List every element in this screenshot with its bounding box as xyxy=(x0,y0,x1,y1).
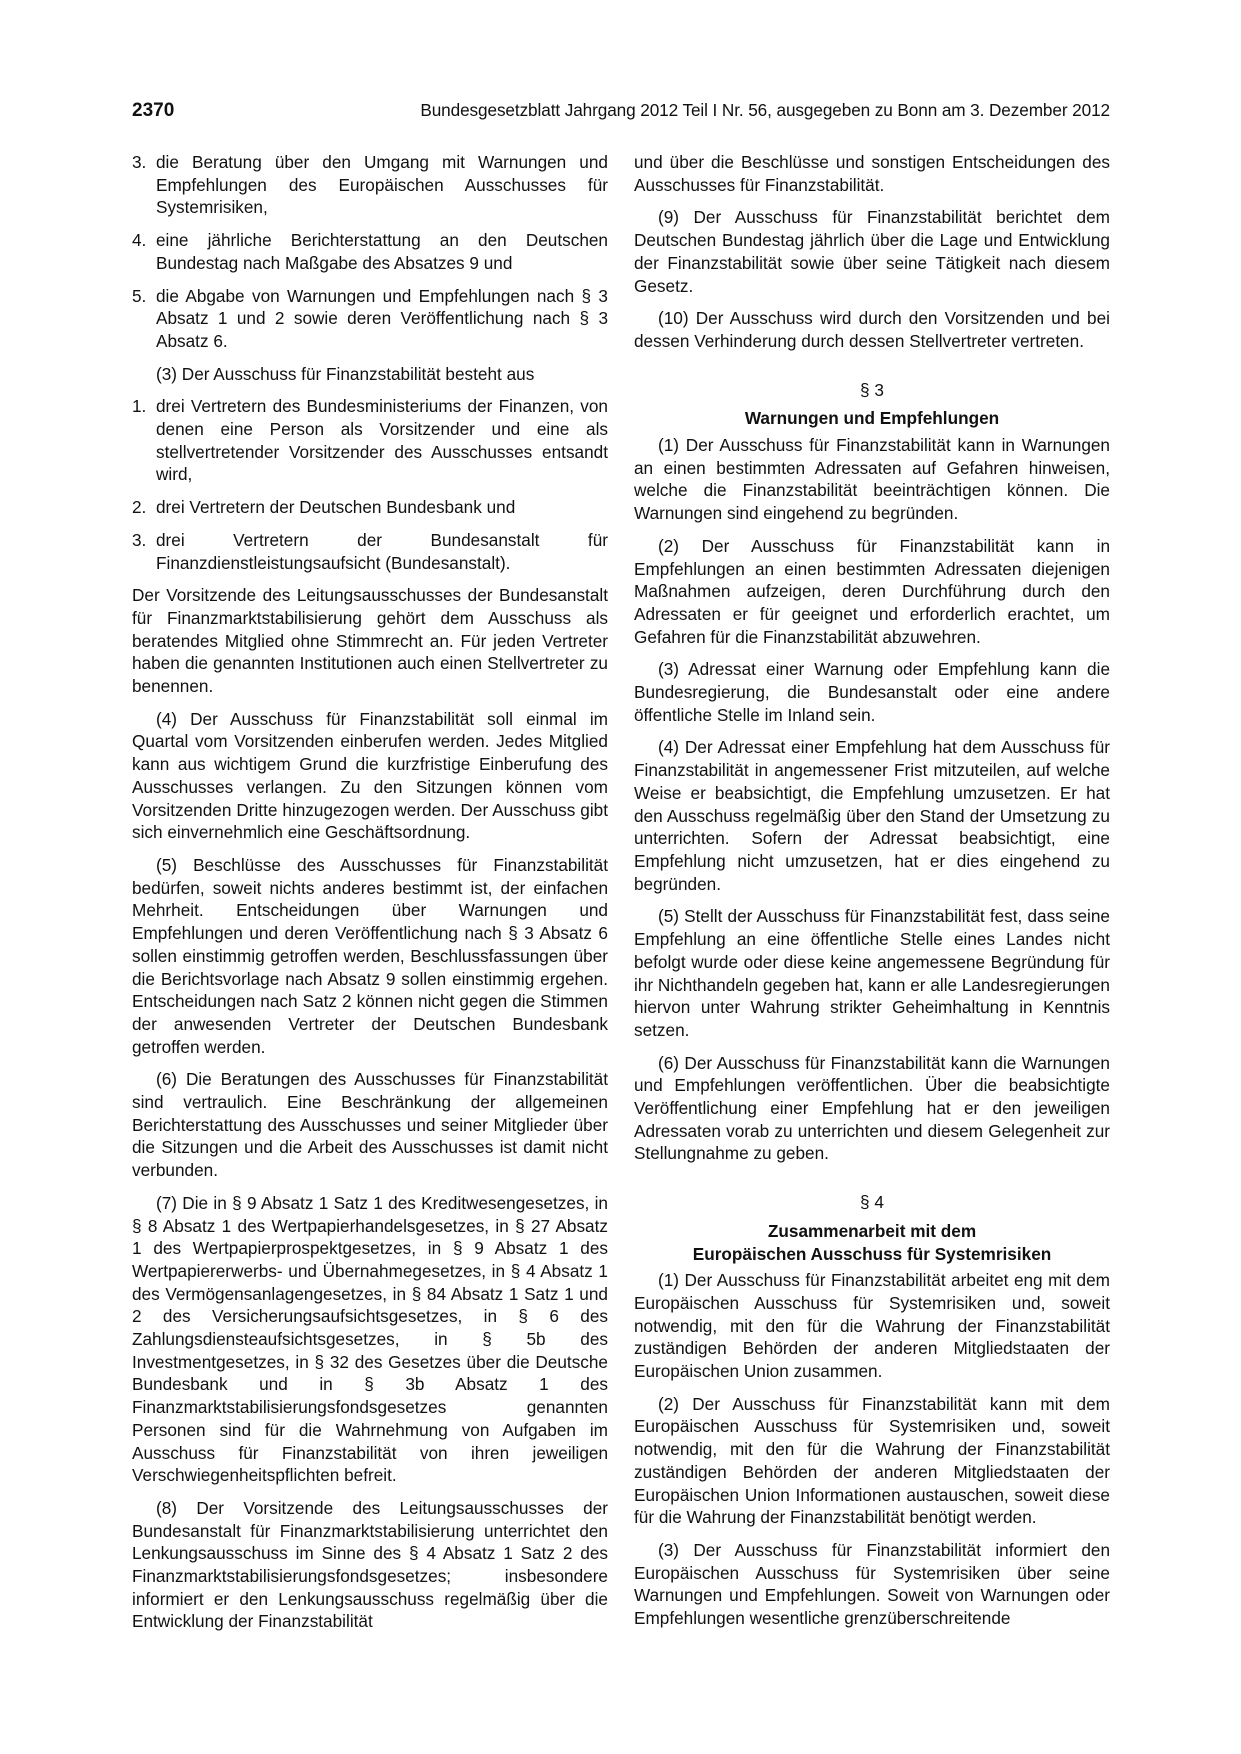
list-number: 5. xyxy=(132,285,147,306)
paragraph-8-continuation: und über die Beschlüsse und sonstigen Entscheidungen des Ausschusses für Finanzstabilität. xyxy=(634,152,1110,195)
section-mark-3: § 3 xyxy=(860,379,884,400)
paragraph-7: (7) Die in § 9 Absatz 1 Satz 1 des Kreditwesengesetzes, in § 8 Absatz 1 des Wertpapierhandelsgesetzes, in § 27 Absatz 1 des Wertpapierprospektgesetzes, in § 9 Absatz 1 des Wertpapiererwerbs- und Übernahmegesetzes, in § 4 Absatz 1 des Vermögensanlagengesetzes, in § 84 Absatz 1 Satz 1 und 2 des Versicherungsaufsichtsgesetzes, in § 6 des Zahlungsdiensteaufsichtsgesetzes, in § 5b des Investmentgesetzes, in § 32 des Gesetzes über die Deutsche Bundesbank und in § 3b Absatz 1 des Finanzmarktstabilisierungsfondsgesetzes genannten Personen sind für die Wahrnehmung von Aufgaben im Ausschuss für Finanzstabilität von ihren jeweiligen Verschwiegenheitspflichten befreit. xyxy=(132,1192,608,1486)
list-item xyxy=(132,395,608,486)
section-3-paragraph: (2) Der Ausschuss für Finanzstabilität kann in Empfehlungen an einen bestimmten Adressaten diejenigen Maßnahmen aufzeigen, deren Durchführung durch den Adressaten er für geeignet und erforderlich erachtet, um Gefahren für die Finanzstabilität abzuwehren. xyxy=(634,535,1110,647)
paragraph-9: (9) Der Ausschuss für Finanzstabilität berichtet dem Deutschen Bundestag jährlich über die Lage und Entwicklung der Finanzstabilität sowie über seine Tätigkeit nach diesem Gesetz. xyxy=(634,207,1110,296)
page-number: 2370 xyxy=(132,100,175,121)
paragraph-3: (3) Der Ausschuss für Finanzstabilität besteht aus xyxy=(156,363,535,384)
section-title-3: Warnungen und Empfehlungen xyxy=(744,408,1000,429)
paragraph-8: (8) Der Vorsitzende des Leitungsausschusses der Bundesanstalt für Finanzmarktstabilisierung unterrichtet den Lenkungsausschuss im Sinne des § 4 Absatz 1 Satz 2 des Finanzmarktstabilisierungsfondsgesetzes; insbesondere informiert er den Lenkungsausschuss regelmäßig über die Entwicklung der Finanzstabilität xyxy=(132,1497,608,1632)
section-3-paragraph: (6) Der Ausschuss für Finanzstabilität kann die Warnungen und Empfehlungen veröffentlichen. Über die beabsichtigte Veröffentlichung einer Empfehlung hat er den jeweiligen Adressaten vorab zu unterrichten und diesem Gelegenheit zur Stellungnahme zu geben. xyxy=(634,1052,1110,1164)
section-title-4-line-2: Europäischen Ausschuss für Systemrisiken xyxy=(692,1243,1052,1264)
paragraph-5: (5) Beschlüsse des Ausschusses für Finanzstabilität bedürfen, soweit nichts anderes bestimmt ist, der einfachen Mehrheit. Entscheidungen über Warnungen und Empfehlungen und deren Veröffentlichung nach § 3 Absatz 6 sollen einstimmig getroffen werden, Beschlussfassungen über die Berichtsvorlage nach Absatz 9 sollen einstimmig ergehen. Entscheidungen nach Satz 2 können nicht gegen die Stimmen der anwesenden Vertreter der Deutschen Bundesbank getroffen werden. xyxy=(132,854,608,1057)
section-3-paragraph: (3) Adressat einer Warnung oder Empfehlung kann die Bundesregierung, die Bundesanstalt oder eine andere öffentliche Stelle im Inland sein. xyxy=(634,659,1110,725)
list-number: 2. xyxy=(132,497,147,518)
section-3-paragraph: (5) Stellt der Ausschuss für Finanzstabilität fest, dass seine Empfehlung an eine öffentliche Stelle eines Landes nicht befolgt wurde oder diese keine angemessene Begründung für ihr Nichthandeln gegeben hat, kann er alle Landesregierungen hiervon unter Wahrung strikter Geheimhaltung in Kenntnis setzen. xyxy=(634,906,1110,1040)
list-text: eine jährliche Berichterstattung an den Deutschen Bundestag nach Maßgabe des Absatzes 9 und xyxy=(156,230,608,273)
list-text: drei Vertretern der Bundesanstalt für Finanzdienstleistungsaufsicht (Bundesanstalt). xyxy=(156,529,608,573)
paragraph-6: (6) Die Beratungen des Ausschusses für Finanzstabilität sind vertraulich. Eine Beschränkung der allgemeinen Berichterstattung des Ausschusses und seiner Mitglieder über die Sitzungen und die Arbeit des Ausschusses ist damit nicht verbunden. xyxy=(132,1069,608,1181)
list-number: 4. xyxy=(132,230,147,251)
section-mark-4: § 4 xyxy=(860,1192,884,1213)
list-item xyxy=(132,151,608,219)
list-item xyxy=(132,285,608,353)
section-4-paragraph: (2) Der Ausschuss für Finanzstabilität kann mit dem Europäischen Ausschuss für Systemrisiken und, soweit notwendig, mit den für die Wahrung der Finanzstabilität zuständigen Behörden der anderen Mitgliedstaaten der Europäischen Union Informationen austauschen, soweit diese für die Wahrung der Finanzstabilität benötigt werden. xyxy=(634,1393,1110,1528)
list-text: drei Vertretern der Deutschen Bundesbank und xyxy=(156,497,516,518)
list-item xyxy=(132,229,608,274)
list-text: die Beratung über den Umgang mit Warnungen und Empfehlungen des Europäischen Ausschusses für Systemrisiken, xyxy=(156,152,608,218)
right-column xyxy=(634,151,1110,1640)
list-text: drei Vertretern des Bundesministeriums der Finanzen, von denen eine Person als Vorsitzender und eine als stellvertretender Vorsitzender des Ausschusses entsandt wird, xyxy=(156,396,608,485)
list-text: die Abgabe von Warnungen und Empfehlungen nach § 3 Absatz 1 und 2 sowie deren Veröffentlichung nach § 3 Absatz 6. xyxy=(156,285,608,351)
section-4-paragraph: (3) Der Ausschuss für Finanzstabilität informiert den Europäischen Ausschuss für Systemrisiken über seine Warnungen und Empfehlungen. Soweit von Warnungen oder Empfehlungen wesentliche grenzüberschreitende xyxy=(634,1539,1110,1629)
running-title: Bundesgesetzblatt Jahrgang 2012 Teil I Nr. 56, ausgegeben zu Bonn am 3. Dezember 2012 xyxy=(420,100,1110,120)
list-number: 1. xyxy=(132,396,147,417)
paragraph-3-continuation: Der Vorsitzende des Leitungsausschusses der Bundesanstalt für Finanzmarktstabilisierung gehört dem Ausschuss als beratendes Mitglied ohne Stimmrecht an. Für jeden Vertreter haben die genannten Institutionen auch einen Stellvertreter zu benennen. xyxy=(132,585,608,697)
left-column xyxy=(132,151,608,1643)
list-number: 3. xyxy=(132,529,147,550)
paragraph-4: (4) Der Ausschuss für Finanzstabilität soll einmal im Quartal vom Vorsitzenden einberufen werden. Jedes Mitglied kann aus wichtigem Grund die kurzfristige Einberufung des Ausschusses verlangen. Zu den Sitzungen können vom Vorsitzenden Dritte hinzugezogen werden. Der Ausschuss gibt sich einvernehmlich eine Geschäftsordnung. xyxy=(132,708,608,843)
page-header xyxy=(132,100,1110,130)
list-number: 3. xyxy=(132,152,147,172)
section-4-paragraph: (1) Der Ausschuss für Finanzstabilität arbeitet eng mit dem Europäischen Ausschuss für Systemrisiken und, soweit notwendig, mit den für die Wahrung der Finanzstabilität zuständigen Behörden der anderen Mitgliedstaaten der Europäischen Union zusammen. xyxy=(634,1270,1110,1382)
paragraph-10: (10) Der Ausschuss wird durch den Vorsitzenden und bei dessen Verhinderung durch dessen Stellvertreter vertreten. xyxy=(634,308,1110,351)
section-3-paragraph: (1) Der Ausschuss für Finanzstabilität kann in Warnungen an einen bestimmten Adressaten auf Gefahren hinweisen, welche die Finanzstabilität beeinträchtigen können. Die Warnungen sind eingehend zu begründen. xyxy=(634,435,1110,524)
list-item xyxy=(132,529,608,574)
list-item xyxy=(132,496,608,519)
section-3-paragraph: (4) Der Adressat einer Empfehlung hat dem Ausschuss für Finanzstabilität in angemessener Frist mitzuteilen, auf welche Weise er beabsichtigt, die Empfehlung umzusetzen. Er hat den Ausschuss regelmäßig über den Stand der Umsetzung zu unterrichten. Sofern der Adressat beabsichtigt, eine Empfehlung nicht umzusetzen, hat er dies eingehend zu begründen. xyxy=(634,737,1110,894)
section-title-4-line-1: Zusammenarbeit mit dem xyxy=(767,1220,977,1241)
section-title-4 xyxy=(634,1220,1110,1265)
